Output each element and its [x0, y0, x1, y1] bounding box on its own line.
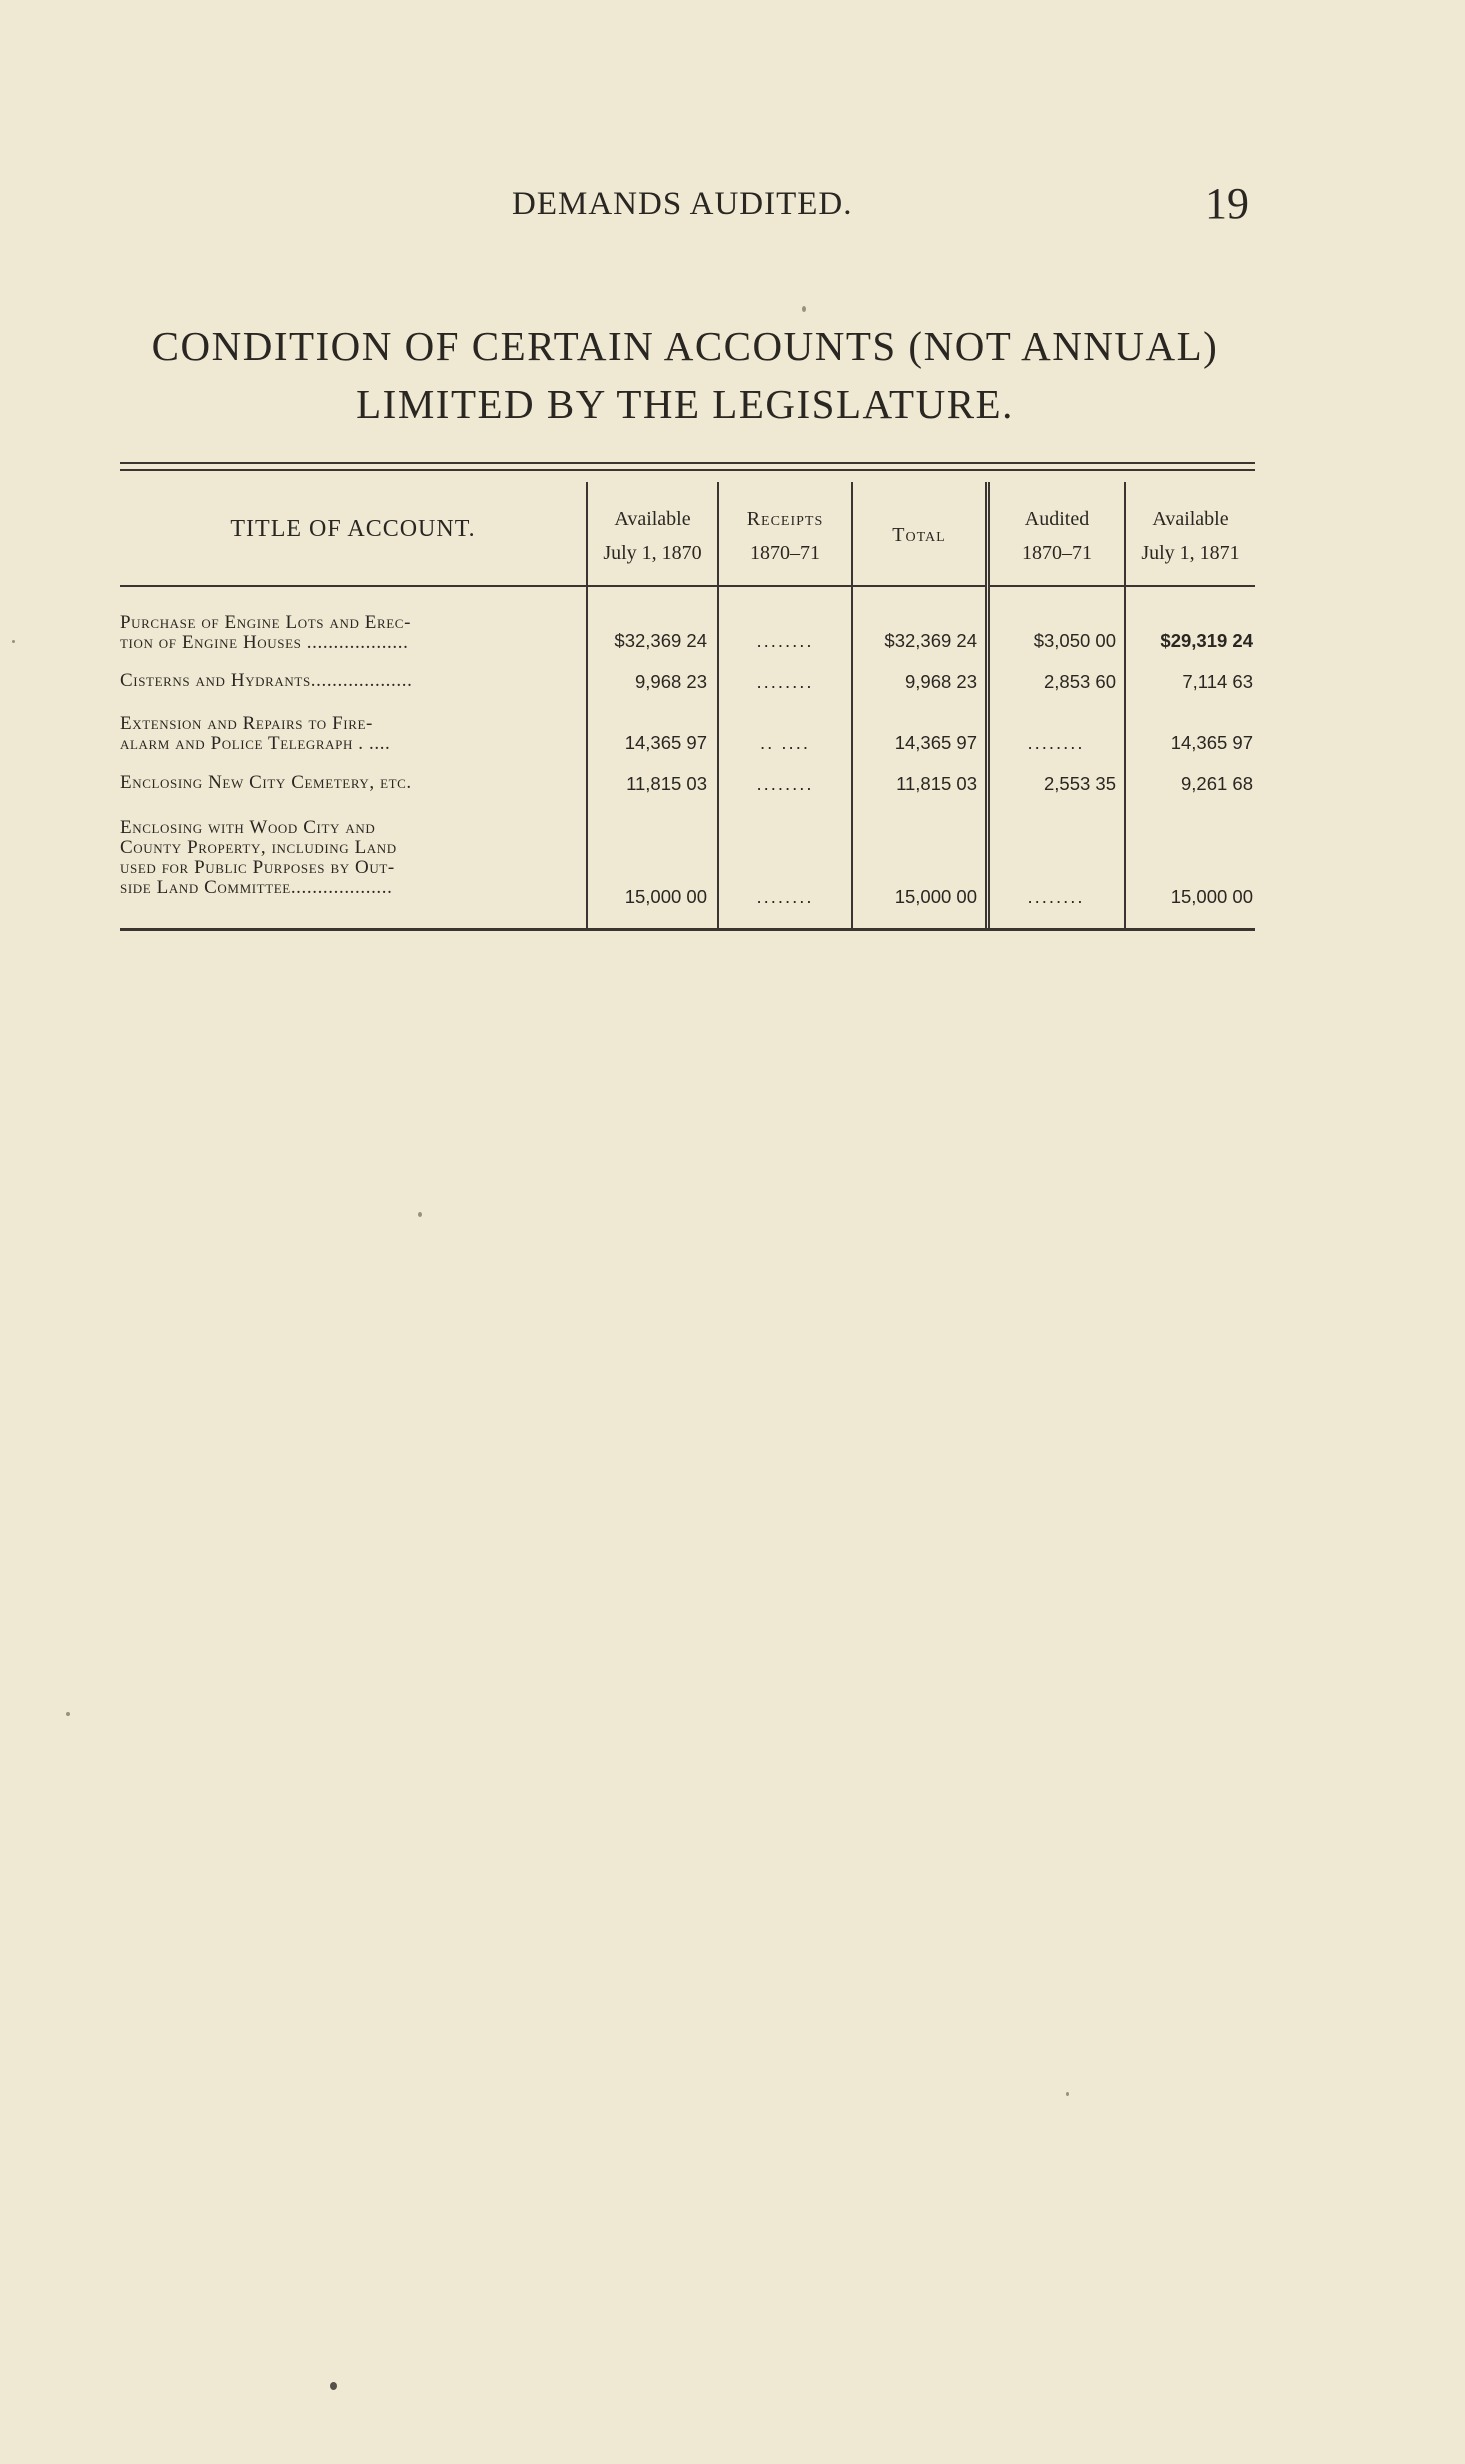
cell-total: $32,369 24: [884, 630, 977, 651]
cell-audited: ........: [1027, 886, 1085, 907]
cell-receipts: ........: [756, 671, 814, 692]
cell-available-1870: 15,000 00: [624, 886, 707, 907]
column-header-line: Receipts: [746, 508, 824, 530]
page-number: 19: [1205, 179, 1249, 228]
cell-audited: 2,553 35: [1043, 773, 1116, 794]
cell-available-1871: 14,365 97: [1170, 732, 1253, 753]
row-title-line: tion of Engine Houses ...................: [120, 632, 409, 653]
table-row-title: [120, 773, 588, 793]
row-title-line: used for Public Purposes by Out-: [120, 857, 395, 878]
paper-speck: [802, 306, 806, 312]
column-header-line: Available: [1152, 508, 1229, 530]
header-underline: [719, 585, 851, 587]
cell-available-1870: 9,968 23: [634, 671, 707, 692]
column-header-line: Audited: [1024, 508, 1090, 530]
column-header-line: 1870–71: [750, 542, 820, 564]
cell-available-1871: 15,000 00: [1170, 886, 1253, 907]
row-title-line: side Land Committee...................: [120, 877, 393, 898]
cell-total: 14,365 97: [894, 732, 977, 753]
paper-speck: [418, 1212, 422, 1217]
cell-audited: 2,853 60: [1043, 671, 1116, 692]
paper-speck: [330, 2382, 337, 2390]
column-header-total: [853, 518, 985, 552]
accounts-table: [120, 462, 1255, 932]
row-title-line: Enclosing with Wood City and: [120, 817, 376, 838]
column-header-line: July 1, 1870: [603, 542, 702, 564]
paper-speck: [12, 640, 15, 643]
header-underline: [588, 585, 717, 587]
cell-available-1871: 9,261 68: [1180, 773, 1253, 794]
cell-available-1870: 14,365 97: [624, 732, 707, 753]
cell-total: 15,000 00: [894, 886, 977, 907]
column-header-available-1871: [1126, 502, 1255, 570]
cell-available-1870: 11,815 03: [626, 773, 707, 794]
running-title: DEMANDS AUDITED.: [512, 186, 853, 222]
cell-receipts: .. ....: [760, 732, 810, 753]
row-title-line: alarm and Police Telegraph . ....: [120, 733, 391, 754]
column-header-line: July 1, 1871: [1141, 542, 1240, 564]
row-title-line: Cisterns and Hydrants...................: [120, 670, 413, 691]
cell-total: 11,815 03: [896, 773, 977, 794]
cell-receipts: ........: [756, 630, 814, 651]
column-header-line: 1870–71: [1022, 542, 1092, 564]
table-top-rule-inner: [120, 469, 1255, 471]
column-header-title: TITLE OF ACCOUNT.: [230, 516, 476, 542]
table-row-title: [120, 671, 588, 691]
cell-audited: $3,050 00: [1033, 630, 1116, 651]
table-row-title: [120, 714, 588, 754]
cell-available-1870: $32,369 24: [614, 630, 707, 651]
column-header-line: Total: [892, 524, 946, 546]
column-header-audited: [990, 502, 1124, 570]
cell-total: 9,968 23: [904, 671, 977, 692]
header-underline: [853, 585, 985, 587]
running-head: [0, 178, 1465, 238]
table-row-title: [120, 613, 588, 653]
section-heading-line-2: LIMITED BY THE LEGISLATURE.: [356, 381, 1014, 427]
row-title-line: Extension and Repairs to Fire-: [120, 713, 373, 734]
header-underline: [120, 585, 586, 587]
header-underline: [990, 585, 1124, 587]
paper-speck: [1066, 2092, 1069, 2096]
column-header-available-1870: [588, 502, 717, 570]
table-top-rule: [120, 462, 1255, 464]
cell-receipts: ........: [756, 773, 814, 794]
cell-audited: ........: [1027, 732, 1085, 753]
row-title-line: Enclosing New City Cemetery, etc.: [120, 772, 412, 793]
table-row-title: [120, 818, 588, 898]
row-title-line: Purchase of Engine Lots and Erec-: [120, 612, 411, 633]
section-heading-line-1: CONDITION OF CERTAIN ACCOUNTS (NOT ANNUAL): [151, 323, 1219, 369]
cell-available-1871: 7,114 63: [1182, 671, 1253, 692]
cell-receipts: ........: [756, 886, 814, 907]
paper-speck: [66, 1712, 70, 1716]
header-underline: [1126, 585, 1255, 587]
column-header-line: Available: [614, 508, 691, 530]
column-header-receipts: [719, 502, 851, 570]
cell-available-1871: $29,319 24: [1160, 630, 1253, 651]
table-bottom-rule: [120, 928, 1255, 931]
row-title-line: County Property, including Land: [120, 837, 397, 858]
